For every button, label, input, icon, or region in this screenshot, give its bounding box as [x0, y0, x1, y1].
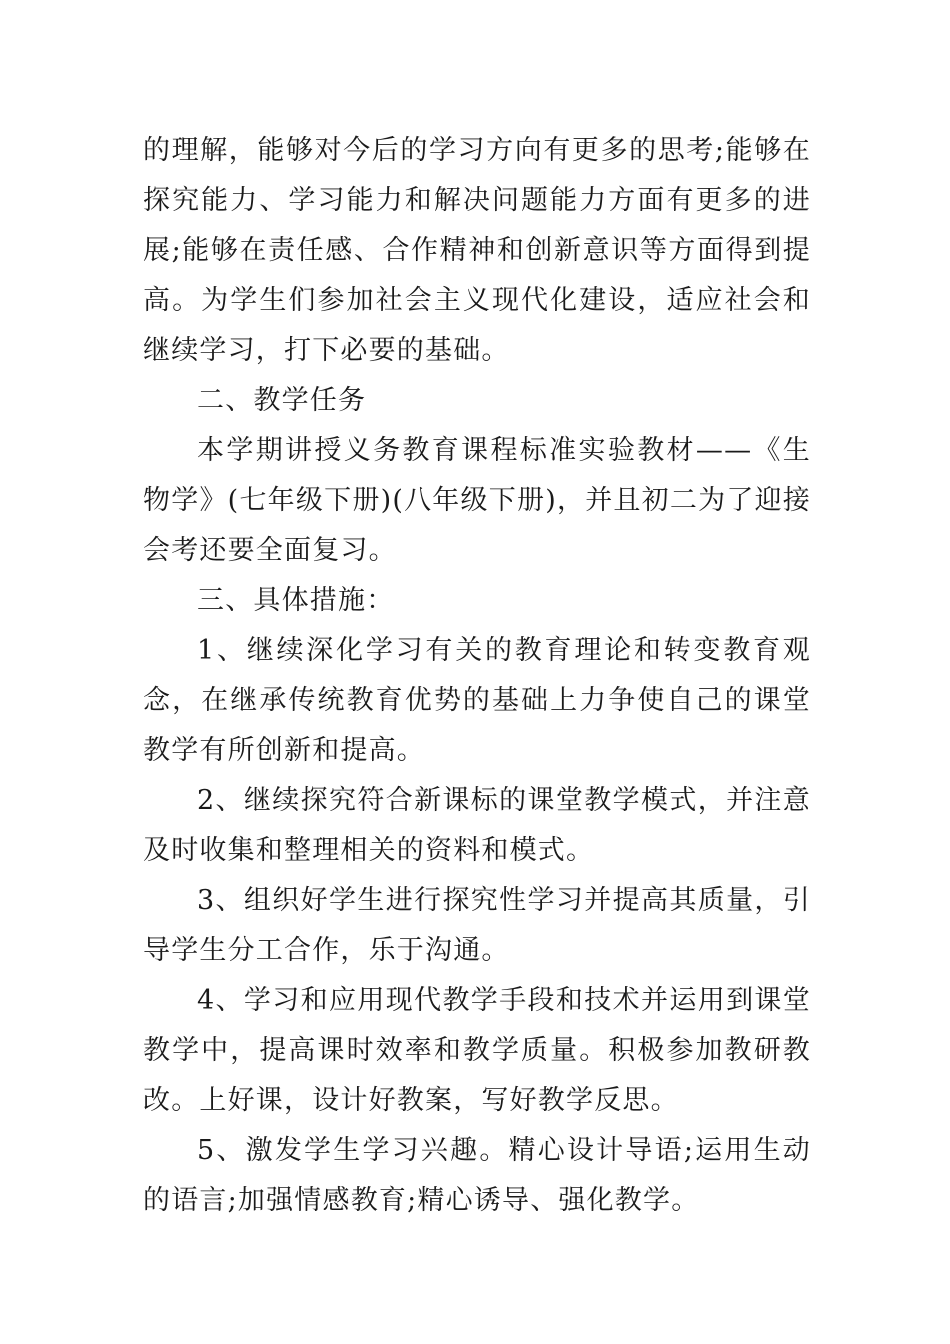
measure-item-2: 2、继续探究符合新课标的课堂教学模式，并注意及时收集和整理相关的资料和模式。 — [143, 785, 811, 866]
measure-item-1: 1、继续深化学习有关的教育理论和转变教育观念，在继承传统教育优势的基础上力争使自己的课堂教学有所创新和提高。 — [143, 635, 811, 766]
document-body — [143, 126, 811, 1226]
paragraph-teaching-tasks: 本学期讲授义务教育课程标准实验教材——《生物学》(七年级下册)(八年级下册)，并且初二为了迎接会考还要全面复习。 — [143, 435, 811, 566]
section-heading-measures: 三、具体措施： — [197, 585, 395, 616]
measure-item-4: 4、学习和应用现代教学手段和技术并运用到课堂教学中，提高课时效率和教学质量。积极参加教研教改。上好课，设计好教案，写好教学反思。 — [143, 985, 811, 1116]
paragraph-continuation: 的理解，能够对今后的学习方向有更多的思考;能够在探究能力、学习能力和解决问题能力方面有更多的进展;能够在责任感、合作精神和创新意识等方面得到提高。为学生们参加社会主义现代化建设，适应社会和继续学习，打下必要的基础。 — [143, 135, 811, 366]
measure-item-5: 5、激发学生学习兴趣。精心设计导语;运用生动的语言;加强情感教育;精心诱导、强化教学。 — [143, 1135, 811, 1216]
measure-item-3: 3、组织好学生进行探究性学习并提高其质量，引导学生分工合作，乐于沟通。 — [143, 885, 811, 966]
section-heading-teaching-tasks: 二、教学任务 — [197, 385, 367, 416]
